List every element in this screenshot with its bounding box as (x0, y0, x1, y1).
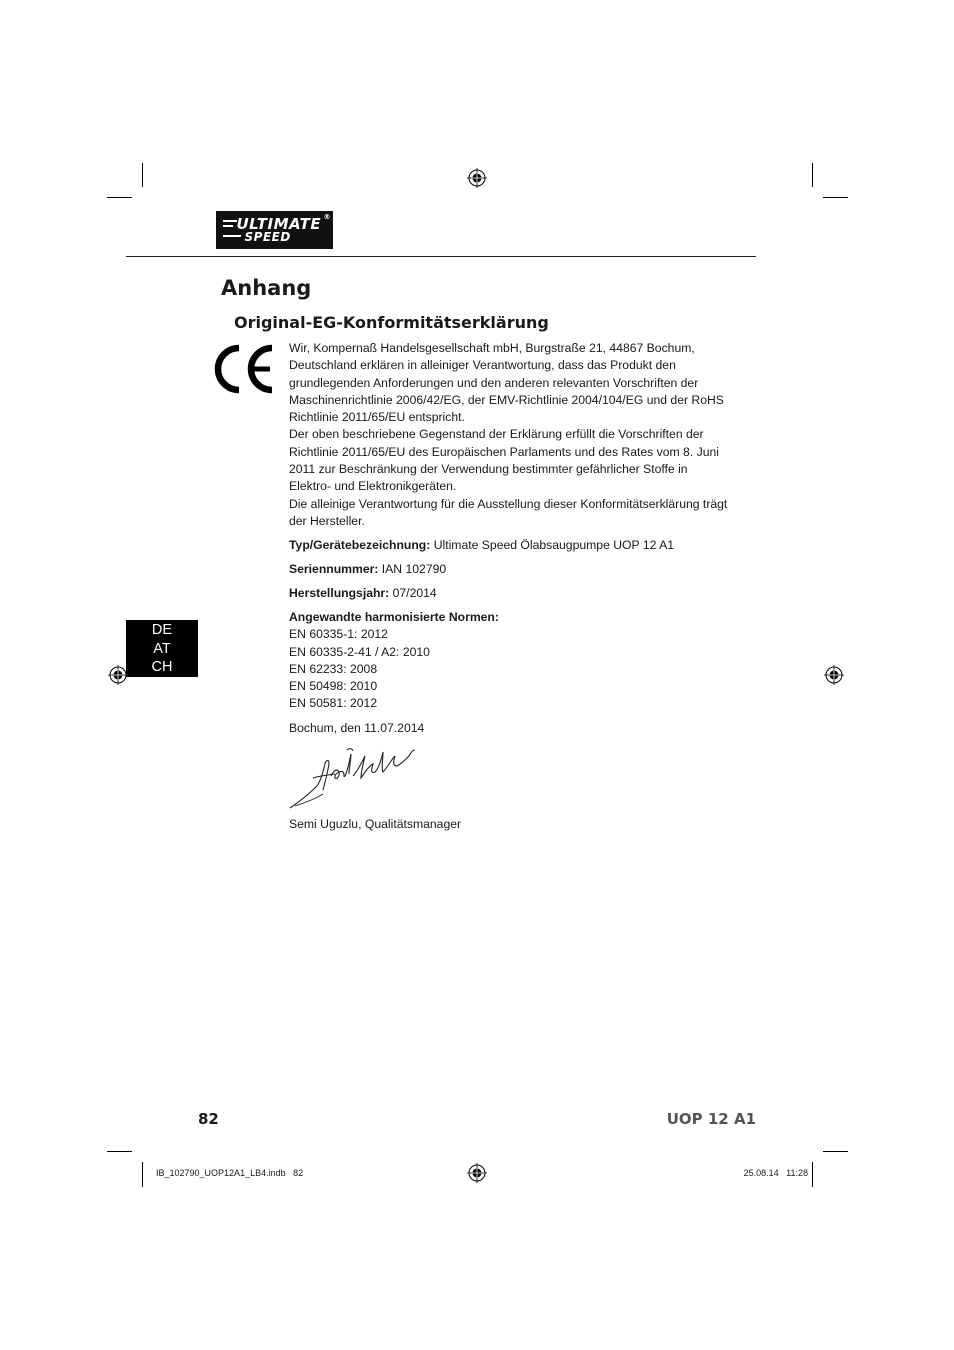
page-number: 82 (198, 1110, 219, 1128)
registration-mark-icon (467, 1163, 487, 1183)
crop-mark (823, 197, 848, 198)
logo-registered-mark: ® (323, 213, 331, 221)
signatory: Semi Uguzlu, Qualitätsmanager (289, 817, 462, 831)
subsection-title: Original-EG-Konformitätserklärung (234, 313, 549, 332)
registration-mark-icon (467, 168, 487, 188)
type-value: Ultimate Speed Ölabsaugpumpe UOP 12 A1 (433, 538, 674, 552)
section-title: Anhang (221, 276, 312, 300)
print-file-name: IB_102790_UOP12A1_LB4.indb 82 (156, 1168, 304, 1178)
language-code: CH (151, 659, 173, 675)
serial-label: Seriennummer: (289, 562, 379, 576)
ce-mark-icon (208, 344, 278, 394)
place-date: Bochum, den 11.07.2014 (289, 721, 425, 735)
norm-item: EN 50581: 2012 (289, 696, 378, 711)
declaration-paragraph-2: Der oben beschriebene Gegenstand der Erklärung erfüllt die Vorschriften der Richtlinie 2011/65/EU des Europäischen Parlaments und des Rates vom 8. Juni 2011 zur Beschränkung der Verwendung bestimmter gefährlicher Stoffe in Elektro- und Elektronikgeräten. (289, 427, 719, 494)
type-field (289, 537, 729, 554)
declaration-text (289, 340, 729, 530)
crop-mark (823, 1151, 848, 1152)
crop-mark (107, 1151, 132, 1152)
serial-value: IAN 102790 (381, 562, 447, 576)
brand-logo (216, 211, 333, 249)
serial-field (289, 561, 729, 578)
registration-mark-icon (108, 665, 128, 685)
norms-label: Angewandte harmonisierte Normen: (289, 610, 499, 624)
norm-item: EN 62233: 2008 (289, 661, 378, 676)
year-field (289, 585, 729, 602)
year-value: 07/2014 (392, 586, 437, 600)
crop-mark (142, 163, 143, 187)
norms-block (289, 609, 729, 713)
header-rule (126, 256, 756, 257)
language-tab (126, 620, 198, 677)
language-code: AT (153, 640, 171, 657)
print-timestamp: 25.08.14 11:28 (743, 1168, 808, 1178)
declaration-intro: Wir, Kompernaß Handelsgesellschaft mbH, Burgstraße 21, 44867 Bochum, Deutschland erklären in alleiniger Verantwortung, dass das Produkt den grundlegenden Anforderungen und den anderen relevanten Vorschriften der Maschinenrichtlinie 2006/42/EG, der EMV-Richtlinie 2004/104/EG und der RoHS Richtlinie 2011/65/EU entspricht. (289, 341, 724, 425)
logo-text-speed: SPEED (244, 230, 291, 244)
norm-item: EN 60335-1: 2012 (289, 627, 388, 642)
language-code: DE (151, 622, 173, 638)
crop-mark (812, 163, 813, 187)
registration-mark-icon (824, 665, 844, 685)
model-name: UOP 12 A1 (666, 1110, 756, 1128)
year-label: Herstellungsjahr: (289, 586, 390, 600)
type-label: Typ/Gerätebezeichnung: (289, 538, 431, 552)
declaration-paragraph-3: Die alleinige Verantwortung für die Ausstellung dieser Konformitätserklärung trägt der Hersteller. (289, 496, 728, 528)
crop-mark (107, 197, 132, 198)
crop-mark (812, 1162, 813, 1187)
signature-image (287, 742, 427, 812)
norm-item: EN 50498: 2010 (289, 679, 378, 694)
norm-item: EN 60335-2-41 / A2: 2010 (289, 644, 430, 659)
crop-mark (142, 1162, 143, 1187)
logo-text-ultimate: ULTIMATE (236, 215, 322, 233)
